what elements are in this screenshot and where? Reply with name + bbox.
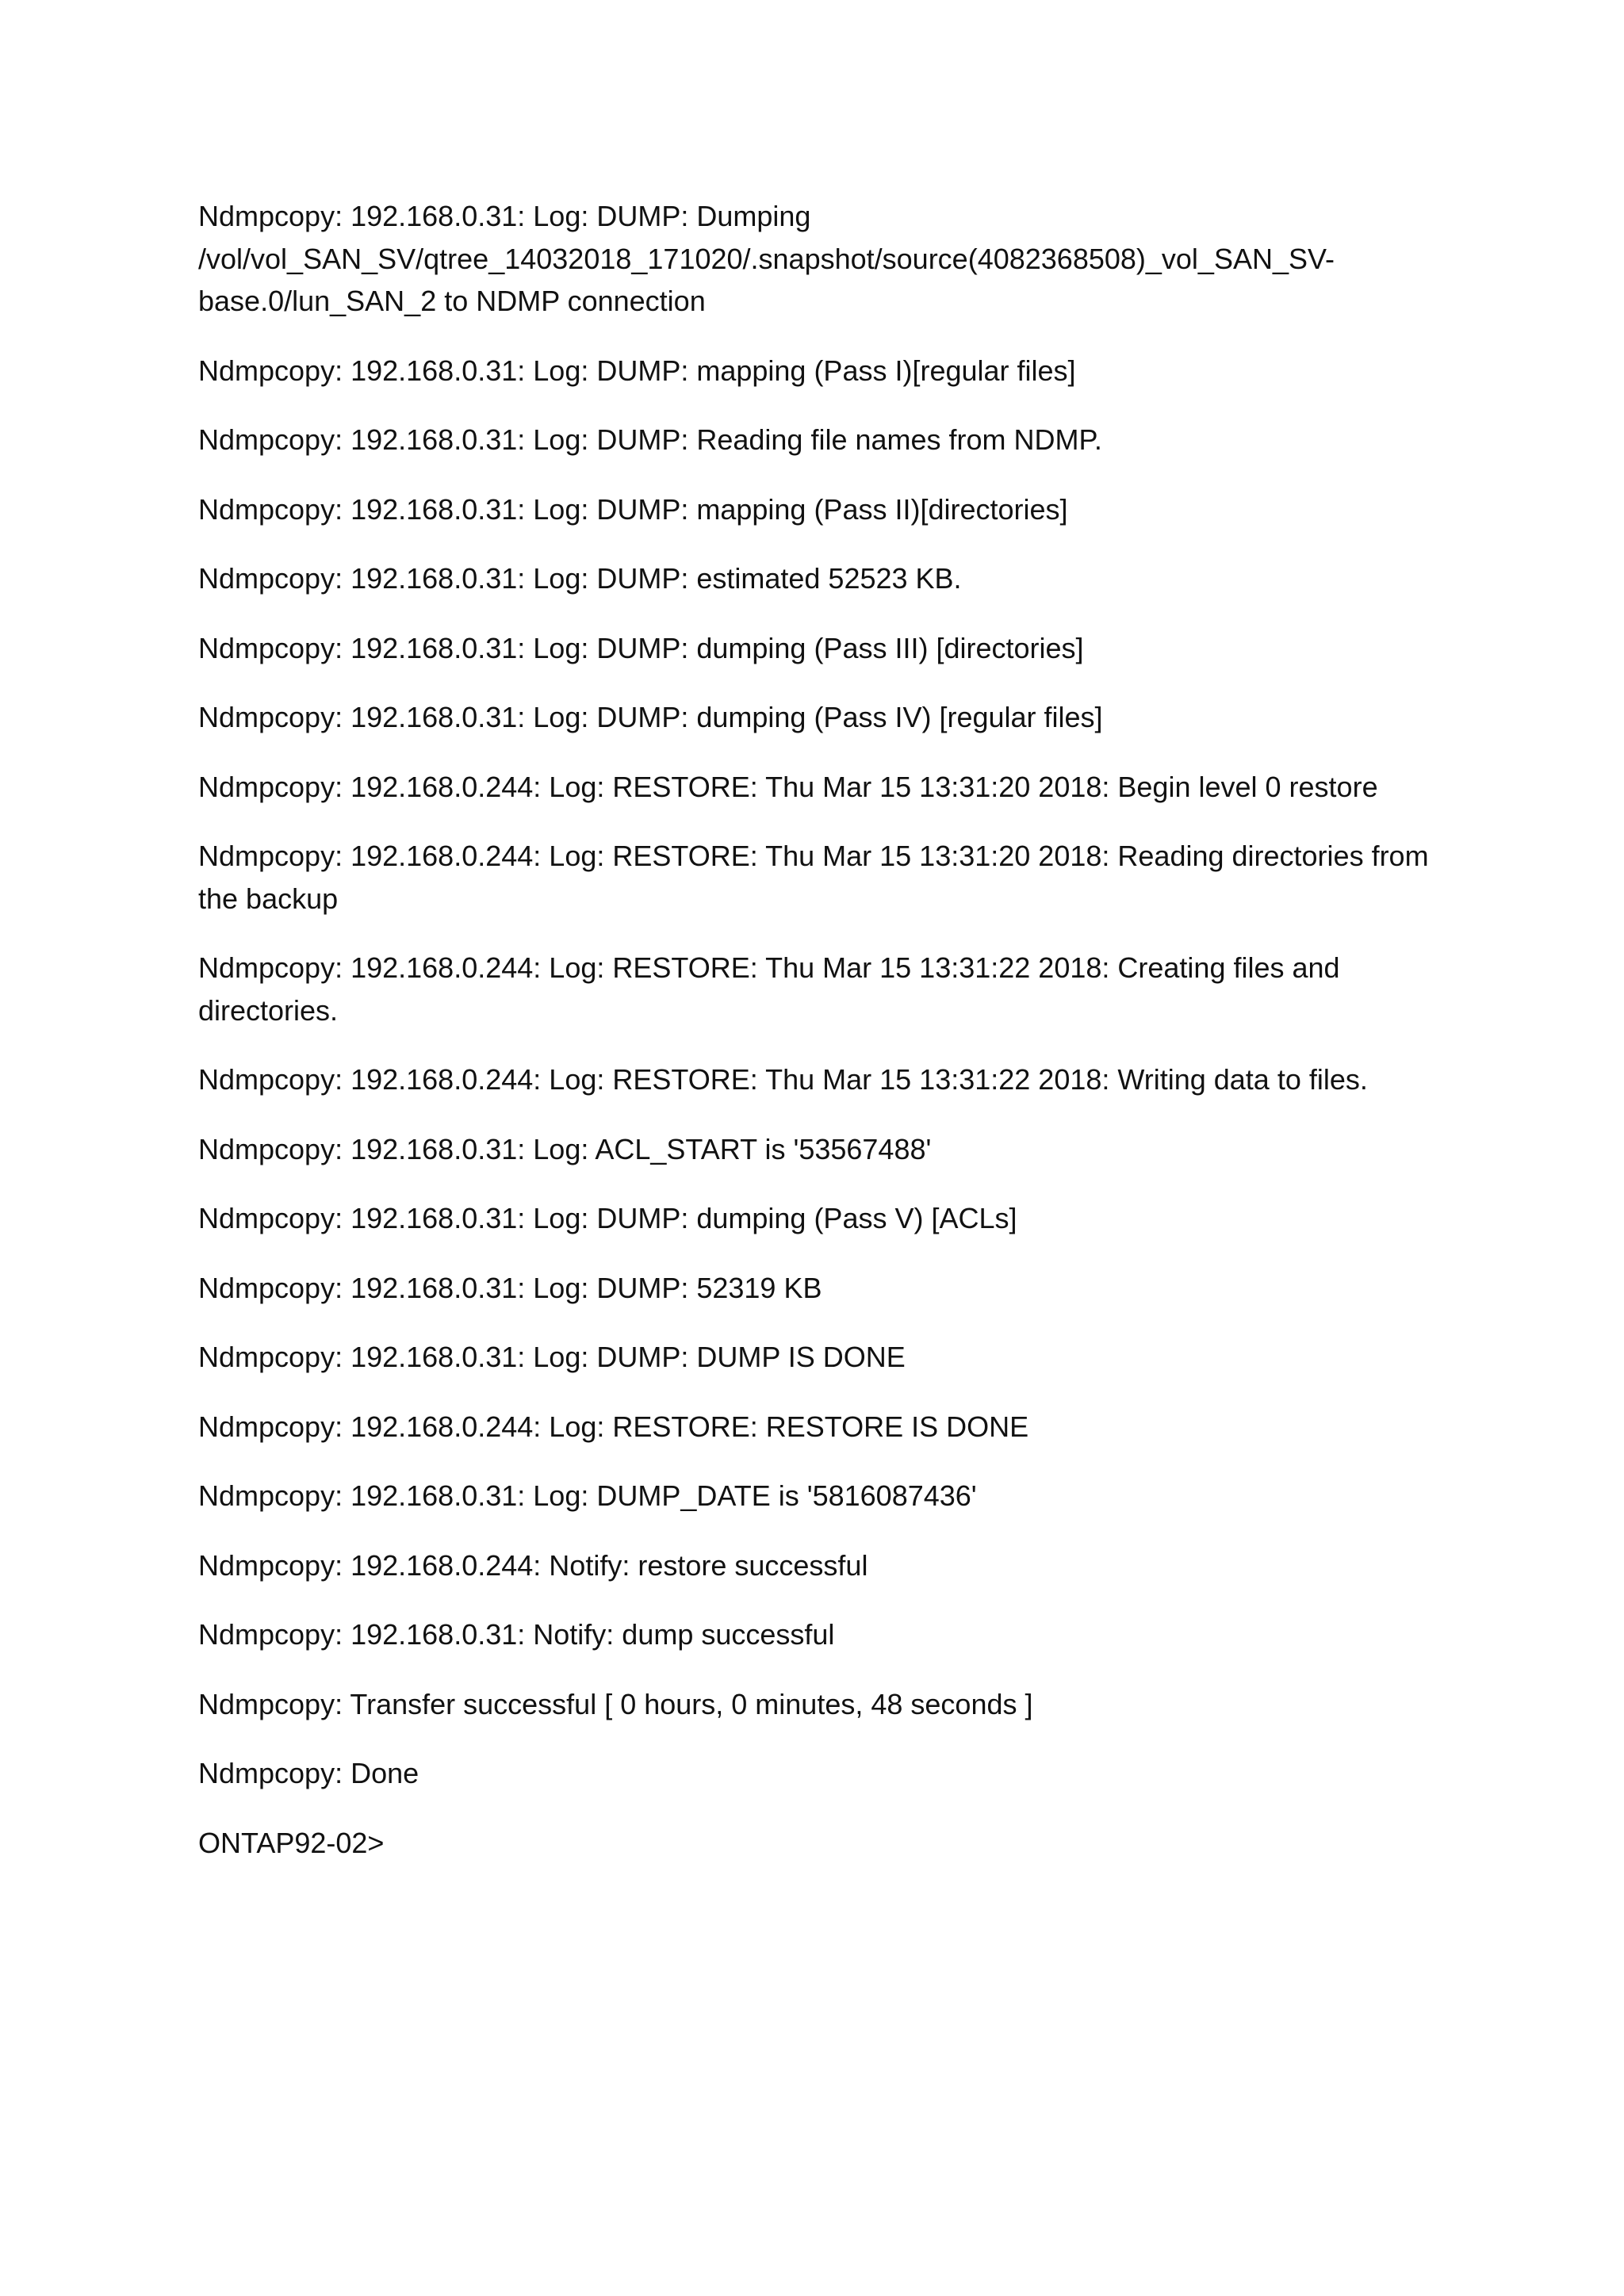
- log-line: Ndmpcopy: 192.168.0.31: Notify: dump successful: [198, 1618, 835, 1651]
- log-line: Ndmpcopy: 192.168.0.244: Log: RESTORE: Thu Mar 15 13:31:22 2018: Creating files and directories.: [198, 951, 1340, 1027]
- log-line: Ndmpcopy: Done: [198, 1757, 419, 1789]
- log-line: Ndmpcopy: 192.168.0.31: Log: DUMP: DUMP IS DONE: [198, 1341, 906, 1373]
- log-line-segment: /vol/vol_SAN_SV/qtree_14032018_171020/.snapshot/source(4082368508)_vol_SAN_SV-: [198, 242, 1335, 275]
- log-line: Ndmpcopy: 192.168.0.244: Notify: restore successful: [198, 1548, 868, 1582]
- log-line: Ndmpcopy: 192.168.0.31: Log: DUMP: dumping (Pass III) [directories]: [198, 631, 1084, 664]
- log-line: Ndmpcopy: 192.168.0.244: Log: RESTORE: RESTORE IS DONE: [198, 1410, 1029, 1443]
- log-line-segment: Ndmpcopy: 192.168.0.31: Log: DUMP: Dumping: [198, 200, 811, 232]
- log-line: Ndmpcopy: 192.168.0.31: Log: DUMP: estimated 52523 KB.: [198, 562, 962, 595]
- log-line: Ndmpcopy: 192.168.0.31: Log: DUMP: mapping (Pass II)[directories]: [198, 492, 1068, 526]
- log-line: Ndmpcopy: 192.168.0.244: Log: RESTORE: Thu Mar 15 13:31:20 2018: Reading directories from the backup: [198, 840, 1429, 915]
- log-line: Ndmpcopy: 192.168.0.31: Log: DUMP_DATE is '5816087436': [198, 1479, 977, 1512]
- cli-prompt: ONTAP92-02>: [198, 1826, 385, 1859]
- log-line: Ndmpcopy: 192.168.0.31: Log: DUMP: mapping (Pass I)[regular files]: [198, 354, 1076, 387]
- log-line: Ndmpcopy: 192.168.0.31: Log: ACL_START is '53567488': [198, 1132, 932, 1165]
- log-line: Ndmpcopy: 192.168.0.31: Log: DUMP: Reading file names from NDMP.: [198, 423, 1102, 456]
- log-line: Ndmpcopy: 192.168.0.244: Log: RESTORE: Thu Mar 15 13:31:20 2018: Begin level 0 restore: [198, 770, 1378, 803]
- log-line: Ndmpcopy: 192.168.0.31: Log: DUMP: dumping (Pass V) [ACLs]: [198, 1202, 1017, 1234]
- ndmpcopy-log: [198, 195, 1435, 1864]
- log-line: Ndmpcopy: 192.168.0.244: Log: RESTORE: Thu Mar 15 13:31:22 2018: Writing data to files.: [198, 1063, 1368, 1096]
- log-line-segment: base.0/lun_SAN_2 to NDMP connection: [198, 285, 706, 317]
- log-line: Ndmpcopy: 192.168.0.31: Log: DUMP: 52319 KB: [198, 1271, 822, 1304]
- log-line-dump-start: [198, 195, 1435, 323]
- log-line: Ndmpcopy: 192.168.0.31: Log: DUMP: dumping (Pass IV) [regular files]: [198, 701, 1103, 733]
- log-line: Ndmpcopy: Transfer successful [ 0 hours, 0 minutes, 48 seconds ]: [198, 1687, 1033, 1720]
